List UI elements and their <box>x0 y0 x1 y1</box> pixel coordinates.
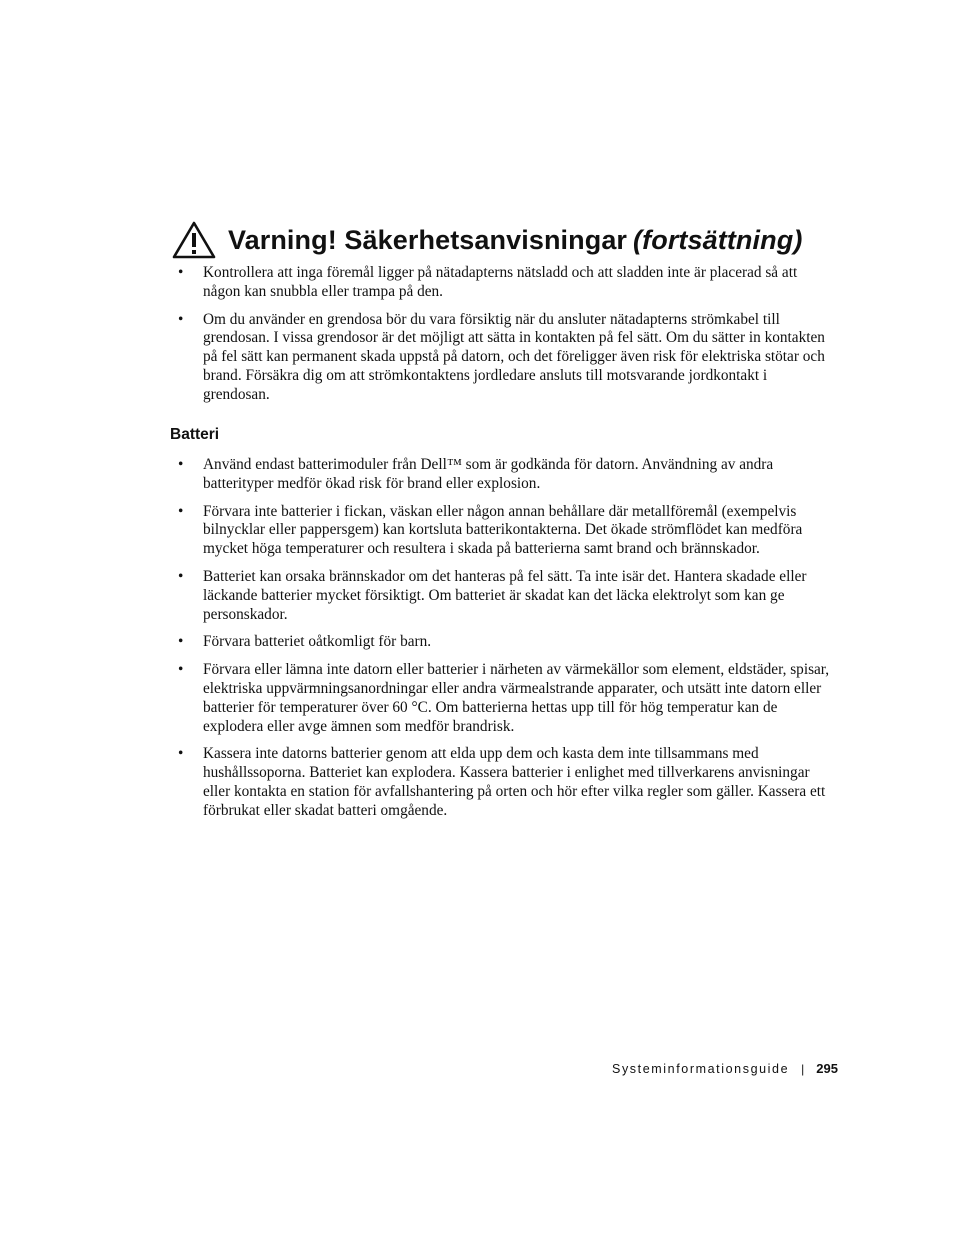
title-continued: (fortsättning) <box>633 224 803 255</box>
bullet: • <box>178 456 184 473</box>
list-item: • Batteriet kan orsaka brännskador om det hanteras på fel sätt. Ta inte isär det. Hantera skadade eller läckande batterier mycket försiktigt. Om batteriet är skadat kan det läcka elektrolyt som kan ge personskador. <box>178 567 807 623</box>
battery-heading: Batteri <box>170 426 220 443</box>
bullet: • <box>178 264 184 281</box>
page-title: Varning! Säkerhetsanvisningar (fortsättning) <box>228 224 803 255</box>
list-item: • Kassera inte datorns batterier genom att elda upp dem och kasta dem inte tillsammans med hushållssoporna. Batteriet kan explodera. Kassera batterier i enlighet med tillverkarens anvisningar eller kontakta en station för avfallshantering på orten och hör efter vilka regler som gäller. Kassera ett förbrukat eller skadat batteri omgående. <box>178 745 826 819</box>
battery-list <box>172 456 832 821</box>
list-item: • Förvara batteriet oåtkomligt för barn. <box>178 633 432 651</box>
intro-section <box>172 264 832 414</box>
bullet: • <box>178 633 184 651</box>
page-number: 295 <box>816 1061 838 1076</box>
list-item: • Kontrollera att inga föremål ligger på nätadapterns nätsladd och att sladden inte är placerad så att någon kan snubbla eller trampa på den. <box>178 264 798 300</box>
bullet: • <box>178 661 184 679</box>
bullet: • <box>178 502 184 520</box>
intro-list <box>172 264 832 405</box>
bullet: • <box>178 567 184 585</box>
list-item: • Förvara eller lämna inte datorn eller batterier i närheten av värmekällor som element, eldstäder, spisar, elektriska uppvärmningsanordningar eller andra värmealstrande apparater, och utsätt inte datorn eller batterier för temperaturer över 60 °C. Om batterierna hettas upp till för hög temperatur kan de explodera eller avge ämnen som medför brandrisk. <box>178 661 830 735</box>
page-heading <box>172 218 872 262</box>
list-item: • Använd endast batterimoduler från Dell™ som är godkända för datorn. Användning av andra batterityper medför ökad risk för brand eller explosion. <box>178 456 774 492</box>
footer-guide-title: Systeminformationsguide <box>612 1061 790 1076</box>
warning-triangle-icon <box>172 220 216 260</box>
battery-section <box>172 456 832 830</box>
list-item: • Om du använder en grendosa bör du vara försiktig när du ansluter nätadapterns strömkabel till grendosan. I vissa grendosor är det möjligt att sätta in kontakten på fel sätt. Om du sätter in kontakten på fel sätt kan permanent skada uppstå på datorn, och det föreligger även risk för elektriska stötar och brand. Försäkra dig om att strömkontaktens jordledare ansluts till motsvarande jordkontakt i grendosan. <box>178 310 825 403</box>
bullet: • <box>178 745 184 763</box>
bullet: • <box>178 310 184 328</box>
list-item: • Förvara inte batterier i fickan, väskan eller någon annan behållare där metallföremål (exempelvis bilnycklar eller pappersgem) kan kortsluta batterikontakterna. Det ökade strömflödet kan medföra mycket höga temperaturer och resultera i skada på batterierna samt brand och brännskador. <box>178 502 803 558</box>
page-footer <box>612 1061 838 1076</box>
footer-separator: | <box>801 1061 805 1076</box>
